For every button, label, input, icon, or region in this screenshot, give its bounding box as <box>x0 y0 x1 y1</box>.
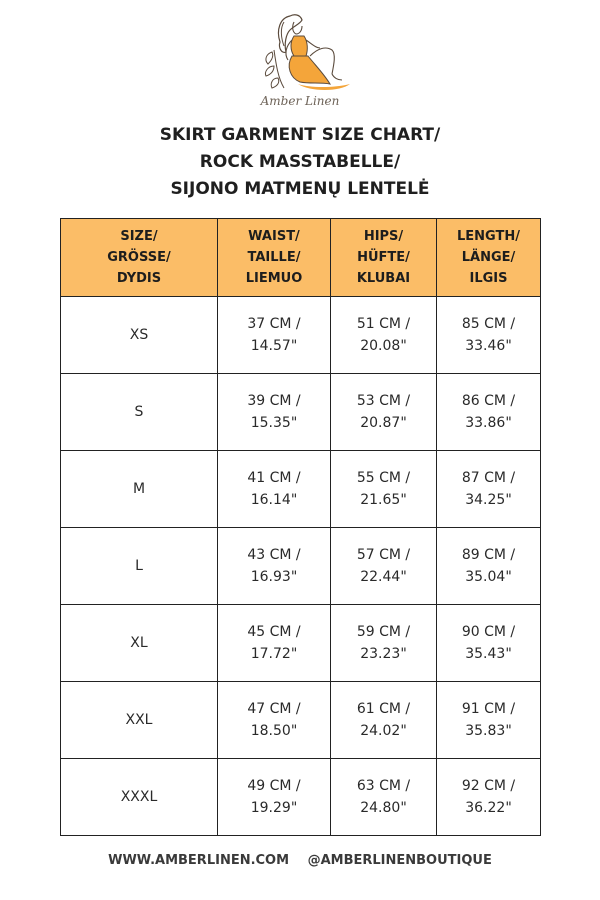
title-line-1: SKIRT GARMENT SIZE CHART/ <box>159 125 441 145</box>
length-cell <box>437 451 541 528</box>
page-title <box>0 122 600 203</box>
length-cell <box>437 297 541 374</box>
website-link[interactable]: WWW.AMBERLINEN.COM <box>108 853 290 868</box>
title-line-3: SIJONO MATMENŲ LENTELĖ <box>170 179 430 199</box>
inch-value: 35.43" <box>465 646 512 662</box>
table-row <box>61 528 541 605</box>
cm-value: 41 CM / <box>247 470 301 486</box>
hips-cell <box>331 759 437 836</box>
inch-value: 18.50" <box>250 723 298 739</box>
inch-value: 20.87" <box>360 415 407 431</box>
header-waist-line: TAILLE/ <box>247 250 301 265</box>
header-waist-line: WAIST/ <box>248 229 300 244</box>
inch-value: 33.46" <box>465 338 512 354</box>
inch-value: 22.44" <box>360 569 407 585</box>
size-cell: L <box>61 528 218 605</box>
social-handle[interactable]: @AMBERLINENBOUTIQUE <box>307 853 492 868</box>
cm-value: 85 CM / <box>461 316 516 332</box>
table-row <box>61 297 541 374</box>
header-hips-line: KLUBAI <box>356 271 411 286</box>
inch-value: 35.04" <box>465 569 512 585</box>
waist-cell <box>218 451 331 528</box>
inch-value: 24.02" <box>360 723 407 739</box>
inch-value: 34.25" <box>465 492 512 508</box>
cm-value: 53 CM / <box>356 393 411 409</box>
woman-sitting-illustration-icon <box>250 8 360 98</box>
table-row <box>61 451 541 528</box>
waist-cell <box>218 528 331 605</box>
size-cell: XS <box>61 297 218 374</box>
cm-value: 47 CM / <box>247 701 301 717</box>
hips-cell <box>331 451 437 528</box>
length-cell <box>437 605 541 682</box>
waist-cell <box>218 605 331 682</box>
cm-value: 89 CM / <box>461 547 516 563</box>
header-length-line: LÄNGE/ <box>461 250 516 265</box>
size-cell: XXL <box>61 682 218 759</box>
table-row <box>61 759 541 836</box>
inch-value: 24.80" <box>360 800 407 816</box>
length-cell <box>437 682 541 759</box>
cm-value: 49 CM / <box>247 778 301 794</box>
table-row <box>61 374 541 451</box>
header-size-line: GRÖSSE/ <box>107 250 171 265</box>
header-size-line: DYDIS <box>116 271 162 286</box>
table-row <box>61 605 541 682</box>
inch-value: 35.83" <box>465 723 512 739</box>
table-header-row <box>61 219 541 297</box>
inch-value: 21.65" <box>360 492 407 508</box>
inch-value: 16.93" <box>250 569 298 585</box>
cm-value: 59 CM / <box>356 624 411 640</box>
cm-value: 43 CM / <box>247 547 301 563</box>
cm-value: 91 CM / <box>461 701 516 717</box>
hips-cell <box>331 682 437 759</box>
cm-value: 39 CM / <box>247 393 301 409</box>
inch-value: 20.08" <box>360 338 407 354</box>
header-length-line: LENGTH/ <box>457 229 520 244</box>
hips-cell <box>331 605 437 682</box>
waist-cell <box>218 297 331 374</box>
header-hips-line: HIPS/ <box>363 229 404 244</box>
inch-value: 15.35" <box>250 415 298 431</box>
hips-cell <box>331 297 437 374</box>
header-length <box>437 219 541 297</box>
cm-value: 55 CM / <box>356 470 411 486</box>
cm-value: 51 CM / <box>356 316 411 332</box>
hips-cell <box>331 528 437 605</box>
table-row <box>61 682 541 759</box>
header-length-line: ILGIS <box>469 271 508 286</box>
title-line-2: ROCK MASSTABELLE/ <box>199 152 401 172</box>
cm-value: 37 CM / <box>247 316 301 332</box>
cm-value: 92 CM / <box>461 778 516 794</box>
length-cell <box>437 374 541 451</box>
cm-value: 87 CM / <box>461 470 516 486</box>
inch-value: 36.22" <box>465 800 512 816</box>
header-hips-line: HÜFTE/ <box>357 250 410 265</box>
header-hips <box>331 219 437 297</box>
size-chart-table <box>60 218 541 836</box>
waist-cell <box>218 682 331 759</box>
inch-value: 23.23" <box>360 646 407 662</box>
hips-cell <box>331 374 437 451</box>
waist-cell <box>218 759 331 836</box>
cm-value: 45 CM / <box>247 624 301 640</box>
cm-value: 90 CM / <box>461 624 516 640</box>
length-cell <box>437 528 541 605</box>
inch-value: 17.72" <box>250 646 298 662</box>
cm-value: 57 CM / <box>356 547 411 563</box>
header-size-line: SIZE/ <box>120 229 158 244</box>
size-cell: M <box>61 451 218 528</box>
size-cell: S <box>61 374 218 451</box>
brand-name: Amber Linen <box>260 94 340 108</box>
cm-value: 61 CM / <box>356 701 411 717</box>
waist-cell <box>218 374 331 451</box>
header-waist <box>218 219 331 297</box>
inch-value: 19.29" <box>250 800 298 816</box>
header-size <box>61 219 218 297</box>
length-cell <box>437 759 541 836</box>
footer <box>0 853 600 868</box>
header-waist-line: LIEMUO <box>245 271 303 286</box>
size-cell: XL <box>61 605 218 682</box>
cm-value: 86 CM / <box>461 393 516 409</box>
inch-value: 14.57" <box>250 338 298 354</box>
size-cell: XXXL <box>61 759 218 836</box>
inch-value: 33.86" <box>465 415 512 431</box>
cm-value: 63 CM / <box>356 778 411 794</box>
inch-value: 16.14" <box>250 492 298 508</box>
